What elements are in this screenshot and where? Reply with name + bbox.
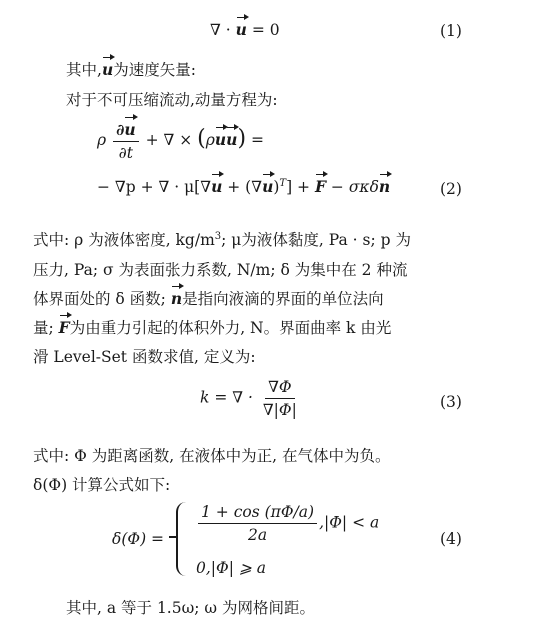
eq4-lhs: δ(Φ) = [112, 530, 165, 548]
curl-operator: + ∇ × [145, 131, 198, 149]
cases-brace-tip [169, 536, 177, 538]
p1-suffix: 为速度矢量: [113, 61, 196, 79]
frac-denominator: ∂t [118, 144, 133, 162]
p1-prefix: 其中, [66, 61, 102, 79]
text-distance-func: 式中: Φ 为距离函数, 在液体中为正, 在气体中为负。 [33, 447, 391, 465]
eq3-lhs: k = ∇ · [200, 388, 258, 407]
text-definitions-l3 [33, 287, 384, 309]
equals-sign: = [246, 131, 264, 149]
vector-n: n [378, 177, 391, 196]
eq3-denominator: ∇|Φ| [262, 401, 297, 419]
vector-F: F [58, 318, 70, 337]
p3-l4: 量; [33, 319, 54, 337]
equation-3 [200, 378, 302, 419]
text-delta-intro: δ(Φ) 计算公式如下: [33, 476, 171, 494]
eq3-number: (3) [440, 393, 462, 411]
frac-numerator: ∂u [113, 120, 139, 142]
vector-F: F [314, 177, 326, 196]
equation-1 [210, 20, 280, 39]
p3-l4b: 为由重力引起的体积外力, N。界面曲率 k 由光 [69, 319, 392, 337]
vector-u: u [235, 20, 247, 39]
vector-u: u [214, 130, 227, 149]
partial-fraction [113, 120, 139, 162]
eq2-term-b: + (∇ [222, 178, 263, 196]
eq4-case1 [196, 503, 379, 544]
eq1-rhs: = 0 [246, 21, 280, 39]
eq4-case1-numerator: 1 + cos (πΦ/a) [198, 503, 317, 524]
eq4-case2: 0,|Φ| ⩾ a [196, 559, 267, 577]
vector-u: u [124, 120, 136, 139]
p3-l3b: 是指向液滴的界面的单位法向 [182, 290, 384, 308]
rho-symbol: ρ [205, 131, 215, 149]
vector-u: u [226, 130, 238, 149]
text-definitions-l2: 压力, Pa; σ 为表面张力系数, N/m; δ 为集中在 2 种流 [33, 261, 408, 279]
eq4-case1-fraction [198, 503, 317, 544]
eq1-number: (1) [440, 22, 462, 40]
p3-l1b: ; μ为液体黏度, Pa · s; p 为 [221, 231, 411, 249]
text-grid-spacing: 其中, a 等于 1.5ω; ω 为网格间距。 [66, 599, 315, 617]
vector-n: n [170, 289, 183, 308]
text-definitions-l4 [33, 316, 391, 338]
vector-u: u [262, 177, 274, 196]
text-definitions-l1 [33, 228, 411, 250]
eq2-term-e: − σκδ [325, 178, 379, 196]
eq2-number: (2) [440, 180, 462, 198]
text-momentum-intro: 对于不可压缩流动,动量方程为: [66, 91, 278, 109]
eq2-term-d: ] + [286, 178, 315, 196]
vector-u: u [211, 177, 223, 196]
eq1-lhs: ∇ · [210, 21, 236, 39]
eq3-numerator: ∇Φ [265, 378, 295, 399]
eq2-term-a: − ∇p + ∇ · μ[∇ [97, 178, 212, 196]
p3-l3: 体界面处的 δ 函数; [33, 290, 166, 308]
text-velocity-def [66, 58, 196, 80]
vector-u: u [101, 60, 114, 79]
curvature-fraction [260, 378, 300, 419]
p3-l1: 式中: ρ 为液体密度, kg/m [33, 231, 215, 249]
text-definitions-l5: 滑 Level-Set 函数求值, 定义为: [33, 348, 256, 366]
eq4-case1-denominator: 2a [247, 526, 268, 544]
eq2-term-c: ) [273, 178, 280, 196]
eq4-number: (4) [440, 530, 462, 548]
equation-2-line1 [97, 120, 264, 162]
cases-brace [176, 502, 190, 576]
rho-symbol: ρ [97, 131, 107, 149]
eq4-case1-condition: ,|Φ| < a [319, 513, 380, 532]
paren-open: ( [197, 126, 206, 151]
equation-2-line2 [97, 177, 390, 196]
paren-close: ) [237, 126, 247, 151]
p3-l1-sup: 3 [214, 230, 222, 242]
transpose-sup: T [279, 177, 287, 189]
